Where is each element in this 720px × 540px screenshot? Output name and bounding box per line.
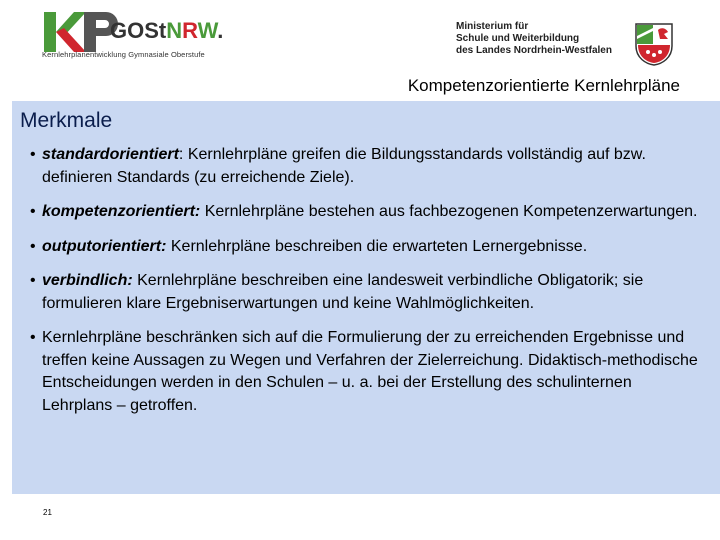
item-text: Kernlehrpläne beschränken sich auf die Formulierung der zu erreichenden Ergebnisse und treffen keine Aussagen zu Wegen und Verfahren der Zielerreichung. Didaktisch-methodische Entscheidungen werden in den Schulen – u. a. bei der Erstellung des schulinternen Lehrplans – getroffen. (42, 329, 698, 414)
item-text: Kernlehrpläne bestehen aus fachbezogenen Kompetenzerwartungen. (200, 203, 698, 220)
feature-list (30, 144, 700, 429)
item-text: Kernlehrpläne greifen die Bildungsstandards vollständig auf bzw. definieren Standards (zu erreichende Ziele). (42, 146, 646, 186)
list-item (30, 270, 700, 315)
ministry-name (456, 21, 612, 57)
page-subtitle: Kompetenzorientierte Kernlehrpläne (407, 76, 680, 95)
item-term: standardorientiert (42, 146, 179, 163)
logo-tagline: Kernlehrplanentwicklung Gymnasiale Oberstufe (42, 50, 205, 59)
list-item (30, 327, 700, 417)
wordmark-prefix: GOSt (110, 18, 167, 43)
page-number: 21 (43, 508, 52, 517)
header (0, 0, 720, 100)
item-text: Kernlehrpläne beschreiben eine landesweit verbindliche Obligatorik; sie formulieren klare Ergebniserwartungen und keine Wahlmöglichkeiten. (42, 272, 644, 312)
list-item (30, 236, 700, 259)
item-term: outputorientiert: (42, 237, 167, 255)
ministry-line: des Landes Nordrhein-Westfalen (456, 45, 612, 56)
item-term-suffix: : (178, 146, 184, 163)
nrw-crest-icon (634, 22, 674, 66)
wordmark-r: R (182, 18, 198, 43)
gost-nrw-wordmark (110, 18, 223, 44)
item-term: kompetenzorientiert: (42, 203, 201, 220)
ministry-line: Ministerium für (456, 21, 529, 32)
item-term: verbindlich: (42, 272, 133, 289)
wordmark-n: N (166, 18, 183, 43)
wordmark-suffix: . (217, 18, 224, 43)
item-text: Kernlehrpläne beschreiben die erwarteten Lernergebnisse. (166, 237, 588, 255)
ministry-line: Schule und Weiterbildung (456, 33, 580, 44)
list-item (30, 144, 700, 189)
list-item (30, 201, 700, 224)
wordmark-w: W (197, 18, 218, 43)
slide-title: Merkmale (20, 109, 113, 132)
